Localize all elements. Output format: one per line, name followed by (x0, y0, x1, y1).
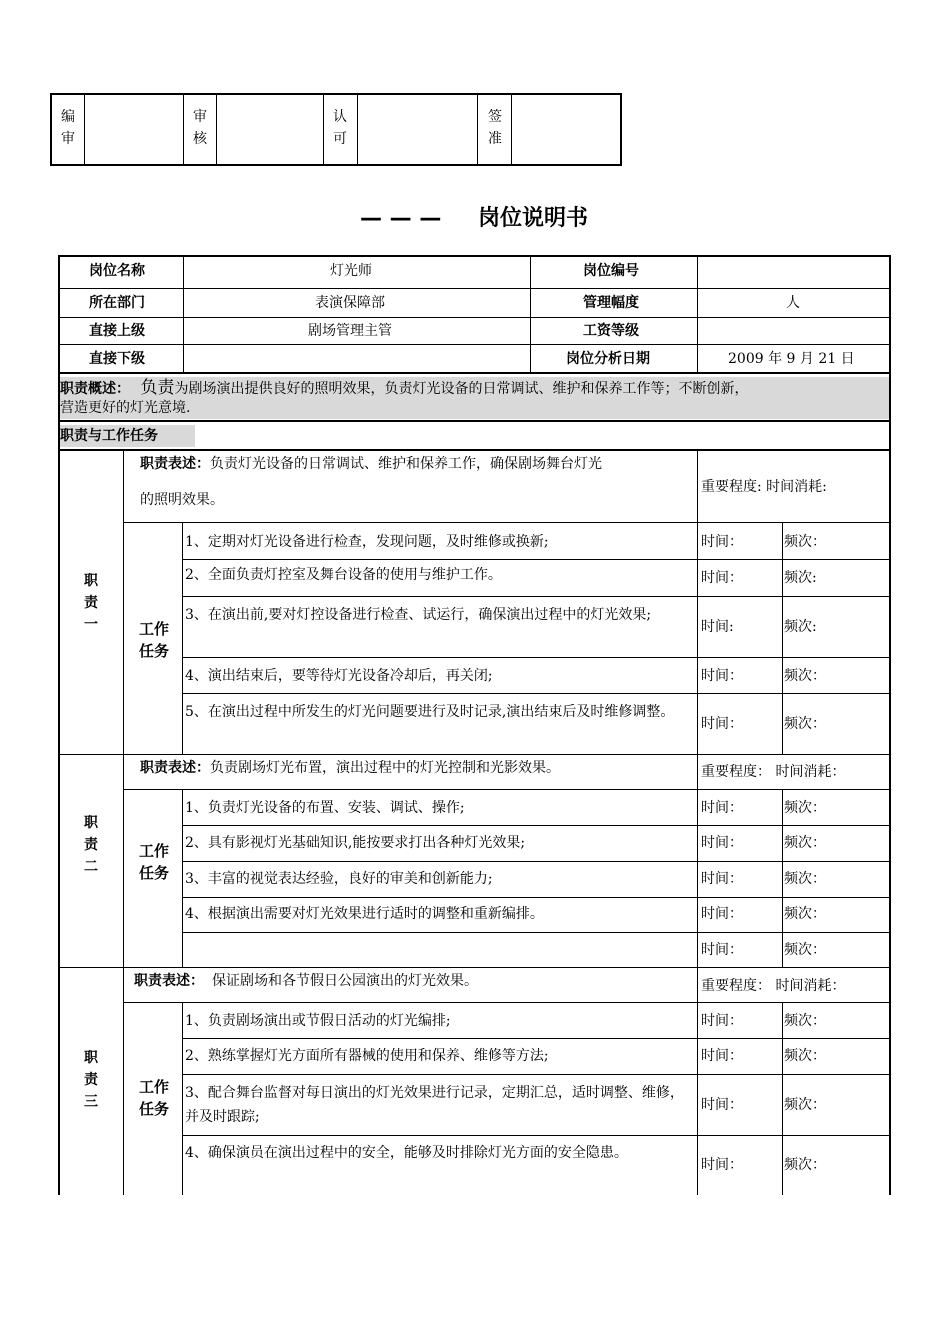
summary-emphasis: 负责 (140, 378, 175, 398)
analysis-date-value: 2009 年 9 月 21 日 (728, 351, 855, 367)
duty-3-task-3: 3、配合舞台监督对每日演出的灯光效果进行记录，定期汇总，适时调整、维修，并及时跟踪; (185, 1085, 684, 1125)
duty-3-task-1-time: 时间： (701, 1013, 743, 1029)
department-label: 所在部门 (89, 295, 145, 311)
summary-text: 为剧场演出提供良好的照明效果，负责灯光设备的日常调试、维护和保养工作等；不断创新， (174, 381, 749, 397)
approval-cell-review: 审核 (193, 109, 207, 147)
duty-1-desc-line2: 的照明效果。 (140, 492, 224, 508)
duty-1-desc: 负责灯光设备的日常调试、维护和保养工作，确保剧场舞台灯光 (210, 456, 602, 472)
duty-2-task-4: 4、根据演出需要对灯光效果进行适时的调整和重新编排。 (185, 906, 544, 922)
summary-label: 职责概述： (60, 381, 130, 397)
duty-3-task-4-freq: 频次： (784, 1157, 826, 1173)
duty-3-tasks-label: 工作任务 (138, 1078, 169, 1118)
duty-1-desc-label: 职责表述： (140, 456, 210, 472)
duty-3-desc: 保证剧场和各节假日公园演出的灯光效果。 (212, 973, 478, 989)
duty-2-task-4-time: 时间： (701, 906, 743, 922)
subordinate-label: 直接下级 (89, 351, 145, 367)
duty-2-name: 职责二 (84, 815, 98, 875)
duty-1-importance: 重要程度: 时间消耗: (701, 479, 827, 495)
duty-2-desc-line (140, 756, 560, 780)
duty-2-task-2-time: 时间： (701, 835, 743, 851)
duty-3-task-3-time: 时间： (701, 1097, 743, 1113)
duty-1-tasks-label: 工作任务 (138, 620, 169, 660)
post-name-label: 岗位名称 (89, 263, 145, 279)
duty-1-task-2-freq: 频次: (784, 570, 817, 586)
duty-2-task-3-time: 时间： (701, 871, 743, 887)
duty-2-task-1-freq: 频次： (784, 800, 826, 816)
duty-2-importance: 重要程度： 时间消耗： (701, 764, 846, 780)
duty-2-task-1-time: 时间： (701, 800, 743, 816)
duty-3-task-2-freq: 频次： (784, 1048, 826, 1064)
duty-3-desc-line (134, 969, 478, 993)
duty-2-task-2: 2、具有影视灯光基础知识,能按要求打出各种灯光效果; (185, 835, 526, 851)
duty-2-task-3-freq: 频次： (784, 871, 826, 887)
duty-2-task-1: 1、负责灯光设备的布置、安装、调试、操作; (185, 800, 465, 816)
department-value: 表演保障部 (315, 295, 385, 311)
management-span-label: 管理幅度 (583, 295, 639, 311)
management-span-value: 人 (786, 295, 800, 311)
approval-cell-approve: 认可 (333, 109, 347, 147)
duty-3-importance: 重要程度： 时间消耗： (701, 978, 846, 994)
approval-cell-edit: 编审 (61, 109, 75, 147)
duty-1-task-5: 5、在演出过程中所发生的灯光问题要进行及时记录,演出结束后及时维修调整。 (185, 704, 675, 720)
duty-1-task-4-time: 时间： (701, 668, 743, 684)
duty-2-desc: 负责剧场灯光布置，演出过程中的灯光控制和光影效果。 (210, 760, 560, 776)
summary-line-1 (60, 377, 748, 399)
duty-1-task-4: 4、演出结束后，要等待灯光设备冷却后，再关闭; (185, 668, 493, 684)
duty-1-task-4-freq: 频次： (784, 668, 826, 684)
duty-2-task-3: 3、丰富的视觉表达经验，良好的审美和创新能力; (185, 871, 493, 887)
duty-1-name: 职责一 (84, 573, 98, 633)
duty-1-task-2-time: 时间： (701, 570, 743, 586)
duty-1-task-5-freq: 频次： (784, 716, 826, 732)
duty-3-name: 职责三 (84, 1050, 98, 1110)
duty-1-task-1-time: 时间： (701, 534, 743, 550)
duty-1-desc-line1 (140, 452, 602, 476)
duty-1-task-3-freq: 频次: (784, 619, 817, 635)
duty-1-task-5-time: 时间： (701, 716, 743, 732)
duty-2-tasks-label: 工作任务 (138, 842, 169, 882)
duty-1-task-1-freq: 频次： (784, 534, 826, 550)
duty-3-task-1-freq: 频次： (784, 1013, 826, 1029)
analysis-date-label: 岗位分析日期 (566, 351, 650, 367)
duty-2-task-5-time: 时间： (701, 942, 743, 958)
duty-1-task-3-time: 时间: (701, 619, 734, 635)
duty-3-desc-label: 职责表述： (134, 973, 204, 989)
duty-3-task-3-freq: 频次： (784, 1097, 826, 1113)
section-title: 职责与工作任务 (60, 428, 158, 444)
superior-label: 直接上级 (89, 323, 145, 339)
post-code-label: 岗位编号 (583, 263, 639, 279)
duty-1-task-2: 2、全面负责灯控室及舞台设备的使用与维护工作。 (185, 567, 502, 583)
page-title: 岗位说明书 (478, 206, 589, 231)
duty-3-task-4-time: 时间： (701, 1157, 743, 1173)
duty-2-desc-label: 职责表述： (140, 760, 210, 776)
duty-3-task-2: 2、熟练掌握灯光方面所有器械的使用和保养、维修等方法; (185, 1048, 549, 1064)
duty-3-task-2-time: 时间： (701, 1048, 743, 1064)
salary-grade-label: 工资等级 (583, 323, 639, 339)
duty-3-task-4: 4、确保演员在演出过程中的安全，能够及时排除灯光方面的安全隐患。 (185, 1145, 628, 1161)
duty-2-task-4-freq: 频次： (784, 906, 826, 922)
duty-1-task-1: 1、定期对灯光设备进行检查，发现问题，及时维修或换新; (185, 534, 549, 550)
superior-value: 剧场管理主管 (308, 323, 392, 339)
summary-line-2: 营造更好的灯光意境. (60, 400, 191, 416)
duty-3-task-1: 1、负责剧场演出或节假日活动的灯光编排; (185, 1013, 451, 1029)
duty-2-task-5-freq: 频次： (784, 942, 826, 958)
approval-cell-sign: 签准 (488, 109, 502, 147)
duty-2-task-2-freq: 频次： (784, 835, 826, 851)
duty-1-task-3: 3、在演出前,要对灯控设备进行检查、试运行，确保演出过程中的灯光效果; (185, 607, 652, 623)
title-dashes: — — — (360, 206, 442, 231)
post-name-value: 灯光师 (330, 263, 372, 279)
